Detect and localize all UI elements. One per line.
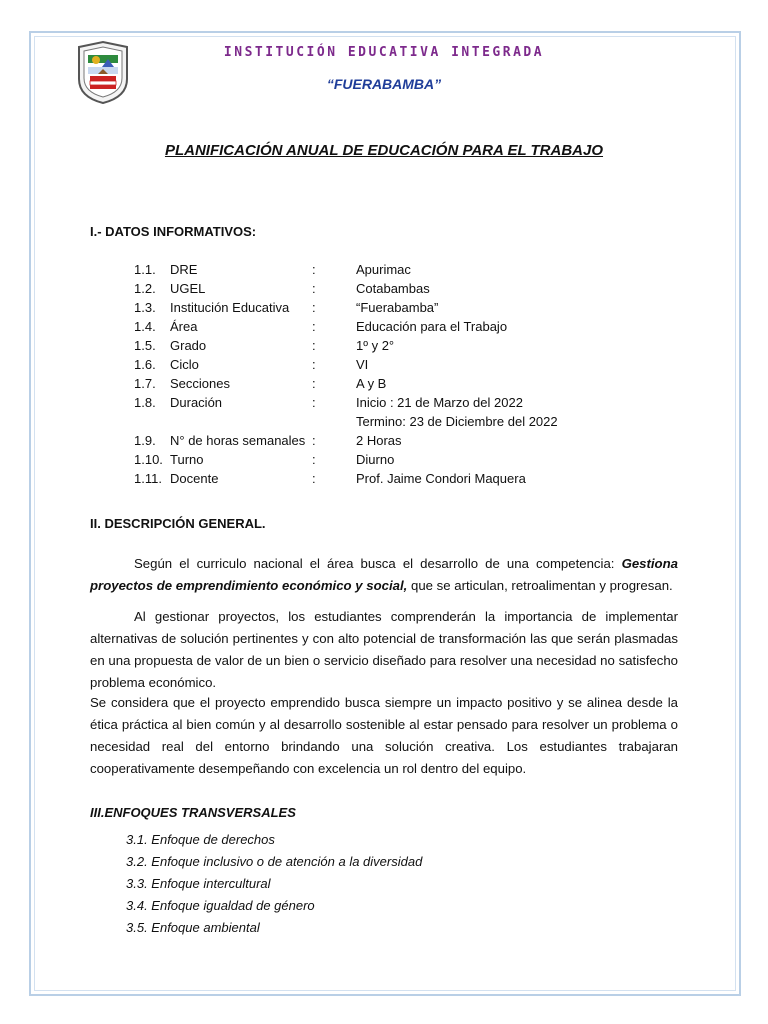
p3-text: Se considera que el proyecto emprendido busca siempre un impacto positivo y se alinea desde la ética práctica al bien común y al desarrollo sostenible al estar pensado para resolver un problema o necesidad real del entorno brindando una solución creativa. Los estudiantes trabajaran cooperativamente desempeñando con excelencia un rol dentro del equipo.: [90, 695, 678, 776]
info-row-label: N° de horas semanales: [170, 433, 306, 448]
enfoque-item: 3.5. Enfoque ambiental: [126, 920, 260, 935]
info-row-label: Turno: [170, 452, 204, 467]
info-row-value: Apurimac: [356, 262, 411, 277]
info-row-value: “Fuerabamba”: [356, 300, 439, 315]
info-row: [134, 260, 694, 279]
info-row: [134, 336, 694, 355]
info-row-label: Grado: [170, 338, 207, 353]
info-row-value: Educación para el Trabajo: [356, 319, 508, 334]
info-row-separator: :: [312, 338, 316, 353]
enfoque-item: 3.2. Enfoque inclusivo o de atención a la diversidad: [126, 854, 423, 869]
document-title: PLANIFICACIÓN ANUAL DE EDUCACIÓN PARA EL TRABAJO: [164, 142, 604, 159]
info-row-separator: :: [312, 357, 316, 372]
info-row-separator: :: [312, 376, 316, 391]
info-row-label: UGEL: [170, 281, 206, 296]
info-row-separator: :: [312, 433, 316, 448]
info-row: [134, 317, 694, 336]
info-row-label: Ciclo: [170, 357, 199, 372]
info-row-number: 1.1.: [134, 262, 156, 277]
info-row-label: Docente: [170, 471, 219, 486]
p1-end: que se articulan, retroalimentan y progresan.: [411, 578, 673, 593]
info-row-number: 1.3.: [134, 300, 156, 315]
info-row-number: 1.5.: [134, 338, 156, 353]
info-row-separator: :: [312, 281, 316, 296]
info-row-label: Secciones: [170, 376, 230, 391]
info-row-separator: :: [312, 471, 316, 486]
info-row-number: 1.4.: [134, 319, 156, 334]
section-heading-enfoques: III.ENFOQUES TRANSVERSALES: [90, 805, 296, 820]
info-row-value: A y B: [356, 376, 387, 391]
p1-start: Según el curriculo nacional el área busca el desarrollo de una competencia:: [134, 556, 615, 571]
info-row: [134, 298, 694, 317]
info-row-separator: :: [312, 395, 316, 410]
page-border-inner: [34, 36, 736, 991]
info-row-value: Cotabambas: [356, 281, 430, 296]
info-row-label: Institución Educativa: [170, 300, 290, 315]
section-heading-descripcion: II. DESCRIPCIÓN GENERAL.: [90, 516, 266, 531]
info-row-value: Termino: 23 de Diciembre del 2022: [356, 414, 558, 429]
info-row-number: 1.10.: [134, 452, 163, 467]
info-row-label: Área: [170, 319, 198, 334]
info-row-number: 1.9.: [134, 433, 156, 448]
info-row: [134, 469, 694, 488]
description-paragraph-2: [90, 606, 678, 694]
info-row-number: 1.11.: [134, 471, 162, 486]
info-row-separator: :: [312, 452, 316, 467]
info-row-number: 1.8.: [134, 395, 156, 410]
info-row-value: 2 Horas: [356, 433, 402, 448]
info-row: [134, 393, 694, 412]
info-row-value: VI: [356, 357, 369, 372]
info-row: [134, 374, 694, 393]
description-paragraph-3: [90, 692, 678, 780]
info-row-separator: :: [312, 262, 316, 277]
info-row-separator: :: [312, 300, 316, 315]
info-row: [134, 279, 694, 298]
info-row-number: 1.7.: [134, 376, 156, 391]
info-row: [134, 450, 694, 469]
p1-competency: Gestiona proyectos de emprendimiento económico y social,: [90, 556, 678, 593]
enfoque-item: 3.3. Enfoque intercultural: [126, 876, 271, 891]
enfoque-item: 3.1. Enfoque de derechos: [126, 832, 275, 847]
info-row-separator: :: [312, 319, 316, 334]
info-row-label: Duración: [170, 395, 223, 410]
info-row-value: Prof. Jaime Condori Maquera: [356, 471, 526, 486]
section-heading-datos: I.- DATOS INFORMATIVOS:: [90, 224, 257, 239]
info-row-number: 1.6.: [134, 357, 156, 372]
info-row-value: Inicio : 21 de Marzo del 2022: [356, 395, 523, 410]
info-row-number: 1.2.: [134, 281, 156, 296]
info-row: [134, 355, 694, 374]
p2-text: Al gestionar proyectos, los estudiantes comprenderán la importancia de implementar alternativas de solución pertinentes y con alto potencial de transformación las que serán plasmadas en una propuesta de valor de un bien o servicio diseñado para resolver una necesidad no satisfecho problema económico.: [90, 609, 678, 690]
description-paragraph-1: [90, 553, 678, 597]
info-row-value: Diurno: [356, 452, 395, 467]
institution-name: INSTITUCIÓN EDUCATIVA INTEGRADA: [223, 45, 545, 60]
enfoque-item: 3.4. Enfoque igualdad de género: [126, 898, 315, 913]
school-name: “FUERABAMBA”: [326, 76, 442, 92]
info-row: [134, 412, 694, 431]
info-row-label: DRE: [170, 262, 198, 277]
info-row: [134, 431, 694, 450]
info-row-value: 1º y 2°: [356, 338, 395, 353]
